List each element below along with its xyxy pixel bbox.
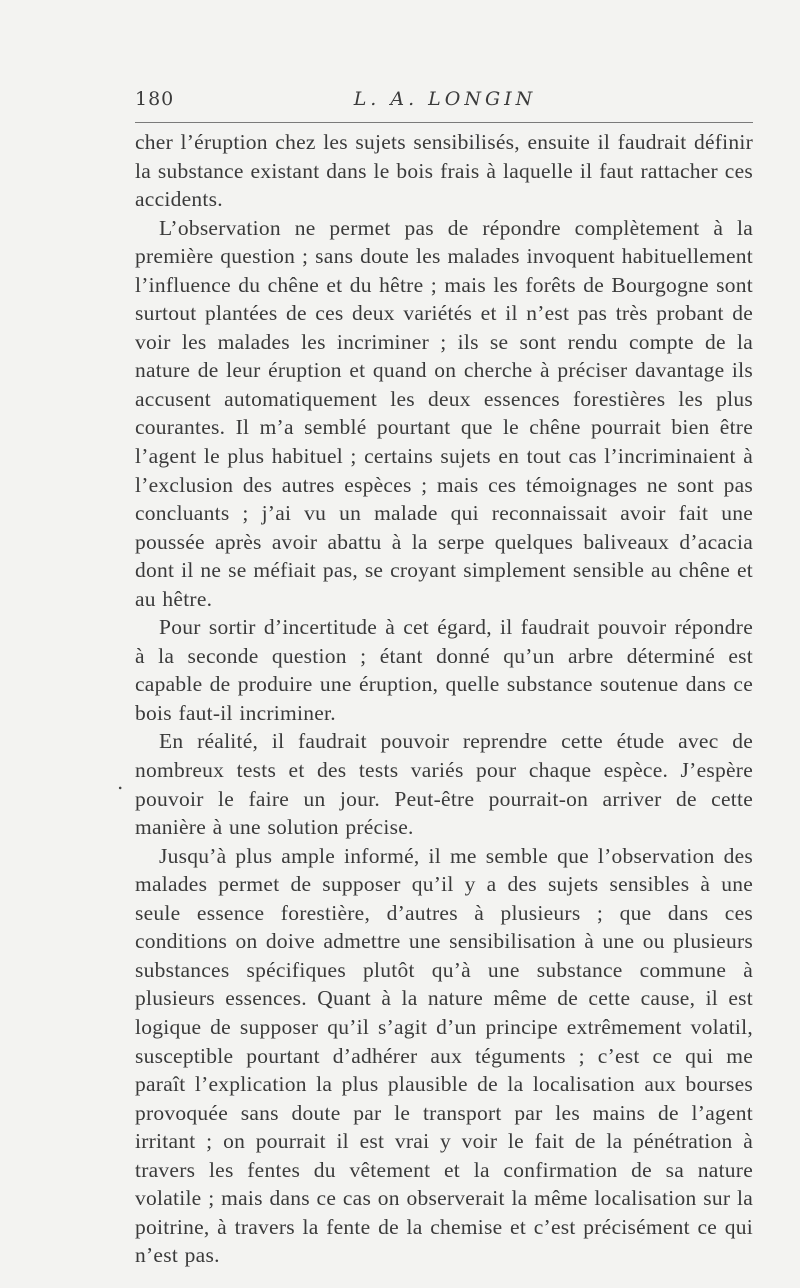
header-rule (135, 122, 753, 123)
page-header (135, 88, 755, 118)
margin-mark: . (117, 770, 124, 794)
body-text (135, 128, 753, 1270)
paragraph-3: Pour sortir d’incertitude à cet égard, il faudrait pouvoir répondre à la seconde question ; étant donné qu’un arbre déterminé est capable de produire une éruption, quelle substance soutenue dans ce bois faut-il incriminer. (135, 615, 753, 725)
running-head: L. A. LONGIN (353, 88, 537, 110)
paragraph-5: Jusqu’à plus ample informé, il me semble que l’observation des malades permet de supposer qu’il y a des sujets sensibles à une seule essence forestière, d’autres à plusieurs ; que dans ces conditions on doive admettre une sensibilisation à une ou plusieurs substances spécifiques plutôt qu’à une substance commune à plusieurs essences. Quant à la nature même de cette cause, il est logique de supposer qu’il s’agit d’un principe extrêmement volatil, susceptible pourtant d’adhérer aux téguments ; c’est ce qui me paraît l’explication la plus plausible de la localisation aux bourses provoquée sans doute par le transport par les mains de l’agent irritant ; on pourrait il est vrai y voir le fait de la pénétration à travers les fentes du vêtement et la confirmation de sa nature volatile ; mais dans ce cas on observerait la même localisation sur la poitrine, à travers la fente de la chemise et c’est précisément ce qui n’est pas. (135, 843, 753, 1268)
paragraph-4: En réalité, il faudrait pouvoir reprendre cette étude avec de nombreux tests et des tests variés pour chaque espèce. J’espère pouvoir le faire un jour. Peut-être pourrait-on arriver de cette manière à une solution précise. (135, 729, 753, 840)
page-number: 180 (135, 88, 175, 110)
paragraph-1: cher l’éruption chez les sujets sensibilisés, ensuite il faudrait définir la substance existant dans le bois frais à laquelle il faut rattacher ces accidents. (135, 130, 753, 212)
paragraph-2: L’observation ne permet pas de répondre complètement à la première question ; sans doute les malades invoquent habituellement l’influence du chêne et du hêtre ; mais les forêts de Bourgogne sont surtout plantées de ces deux variétés et il n’est pas très probant de voir les malades les incriminer ; ils se sont rendu compte de la nature de leur éruption et quand on cherche à préciser davantage ils accusent automatiquement les deux essences forestières les plus courantes. Il m’a semblé pourtant que le chêne pourrait bien être l’agent le plus habituel ; certains sujets en tout cas l’incriminaient à l’exclusion des autres espèces ; mais ces témoignages ne sont pas concluants ; j’ai vu un malade qui reconnaissait avoir fait une poussée après avoir abattu à la serpe quelques baliveaux d’acacia dont il ne se méfiait pas, se croyant simplement sensible au chêne et au hêtre. (135, 215, 753, 611)
